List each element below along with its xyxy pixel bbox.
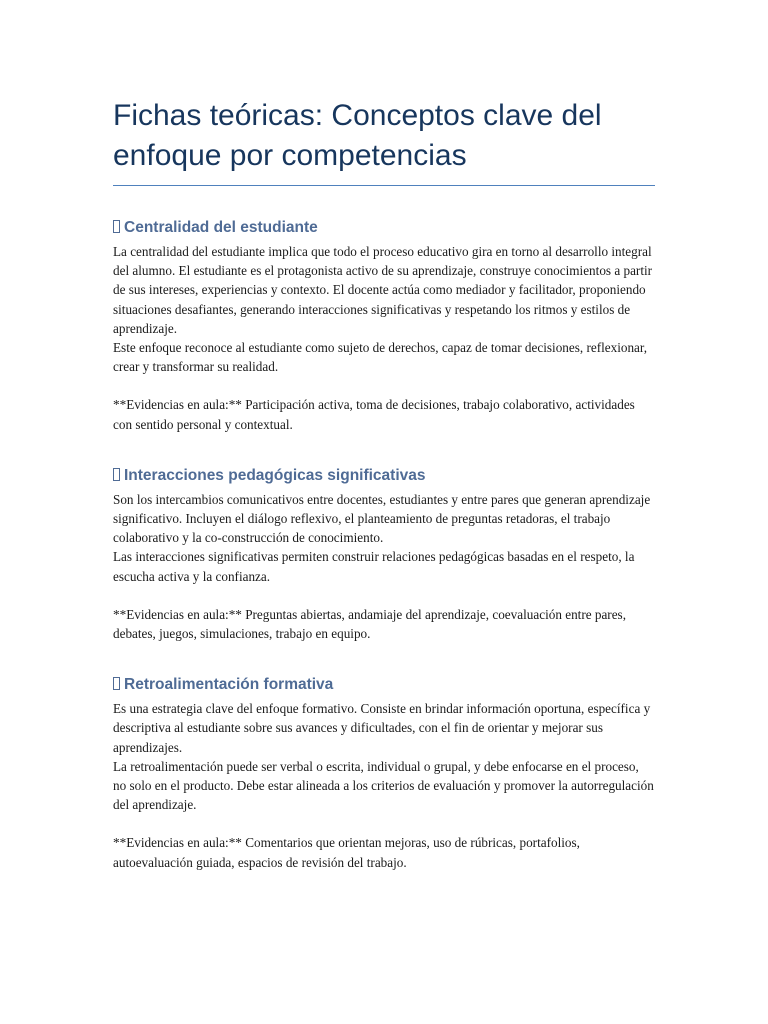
document-title: Fichas teóricas: Conceptos clave del enfoque por competencias <box>113 96 655 186</box>
section-heading <box>113 217 655 239</box>
paragraph: Son los intercambios comunicativos entre docentes, estudiantes y entre pares que generan aprendizaje significativo. Incluyen el diálogo reflexivo, el planteamiento de preguntas retadoras, el trabajo colaborativo y la co-construcción de conocimiento. <box>113 491 651 546</box>
paragraph: Este enfoque reconoce al estudiante como sujeto de derechos, capaz de tomar decisiones, reflexionar, crear y transformar su realidad. <box>113 340 648 375</box>
section-heading-text: Retroalimentación formativa <box>124 676 334 694</box>
paragraph: Es una estrategia clave del enfoque formativo. Consiste en brindar información oportuna, específica y descriptiva al estudiante sobre sus avances y dificultades, con el fin de orientar y mejorar sus aprendizajes. <box>113 701 651 755</box>
missing-glyph-icon <box>113 677 120 690</box>
paragraph: La retroalimentación puede ser verbal o escrita, individual o grupal, y debe enfocarse en el proceso, no solo en el producto. Debe estar alineada a los criterios de evaluación y promover la autorregulación del aprendizaje. <box>113 758 654 813</box>
missing-glyph-icon <box>113 468 120 481</box>
section-interacciones <box>113 465 655 643</box>
evidence-paragraph: **Evidencias en aula:** Preguntas abiertas, andamiaje del aprendizaje, coevaluación entre pares, debates, juegos, simulaciones, trabajo en equipo. <box>113 606 626 642</box>
paragraph: La centralidad del estudiante implica que todo el proceso educativo gira en torno al desarrollo integral del alumno. El estudiante es el protagonista activo de su aprendizaje, construye conocimientos a partir de sus intereses, experiencias y contexto. El docente actúa como mediador y facilitador, proponiendo situaciones desafiantes, generando interacciones significativas y respetando los ritmos y estilos de aprendizaje. <box>113 244 653 336</box>
section-heading-text: Interacciones pedagógicas significativas <box>124 466 426 484</box>
section-retroalimentacion <box>113 674 655 872</box>
section-centralidad <box>113 217 655 434</box>
section-heading <box>113 465 655 487</box>
document-page <box>113 0 655 872</box>
section-heading <box>113 674 655 696</box>
section-heading-text: Centralidad del estudiante <box>124 219 318 236</box>
missing-glyph-icon <box>113 220 120 233</box>
evidence-paragraph: **Evidencias en aula:** Comentarios que orientan mejoras, uso de rúbricas, portafolios, autoevaluación guiada, espacios de revisión del trabajo. <box>113 835 580 870</box>
paragraph: Las interacciones significativas permiten construir relaciones pedagógicas basadas en el respeto, la escucha activa y la confianza. <box>113 549 635 584</box>
evidence-paragraph: **Evidencias en aula:** Participación activa, toma de decisiones, trabajo colaborativo, actividades con sentido personal y contextual. <box>113 397 635 432</box>
